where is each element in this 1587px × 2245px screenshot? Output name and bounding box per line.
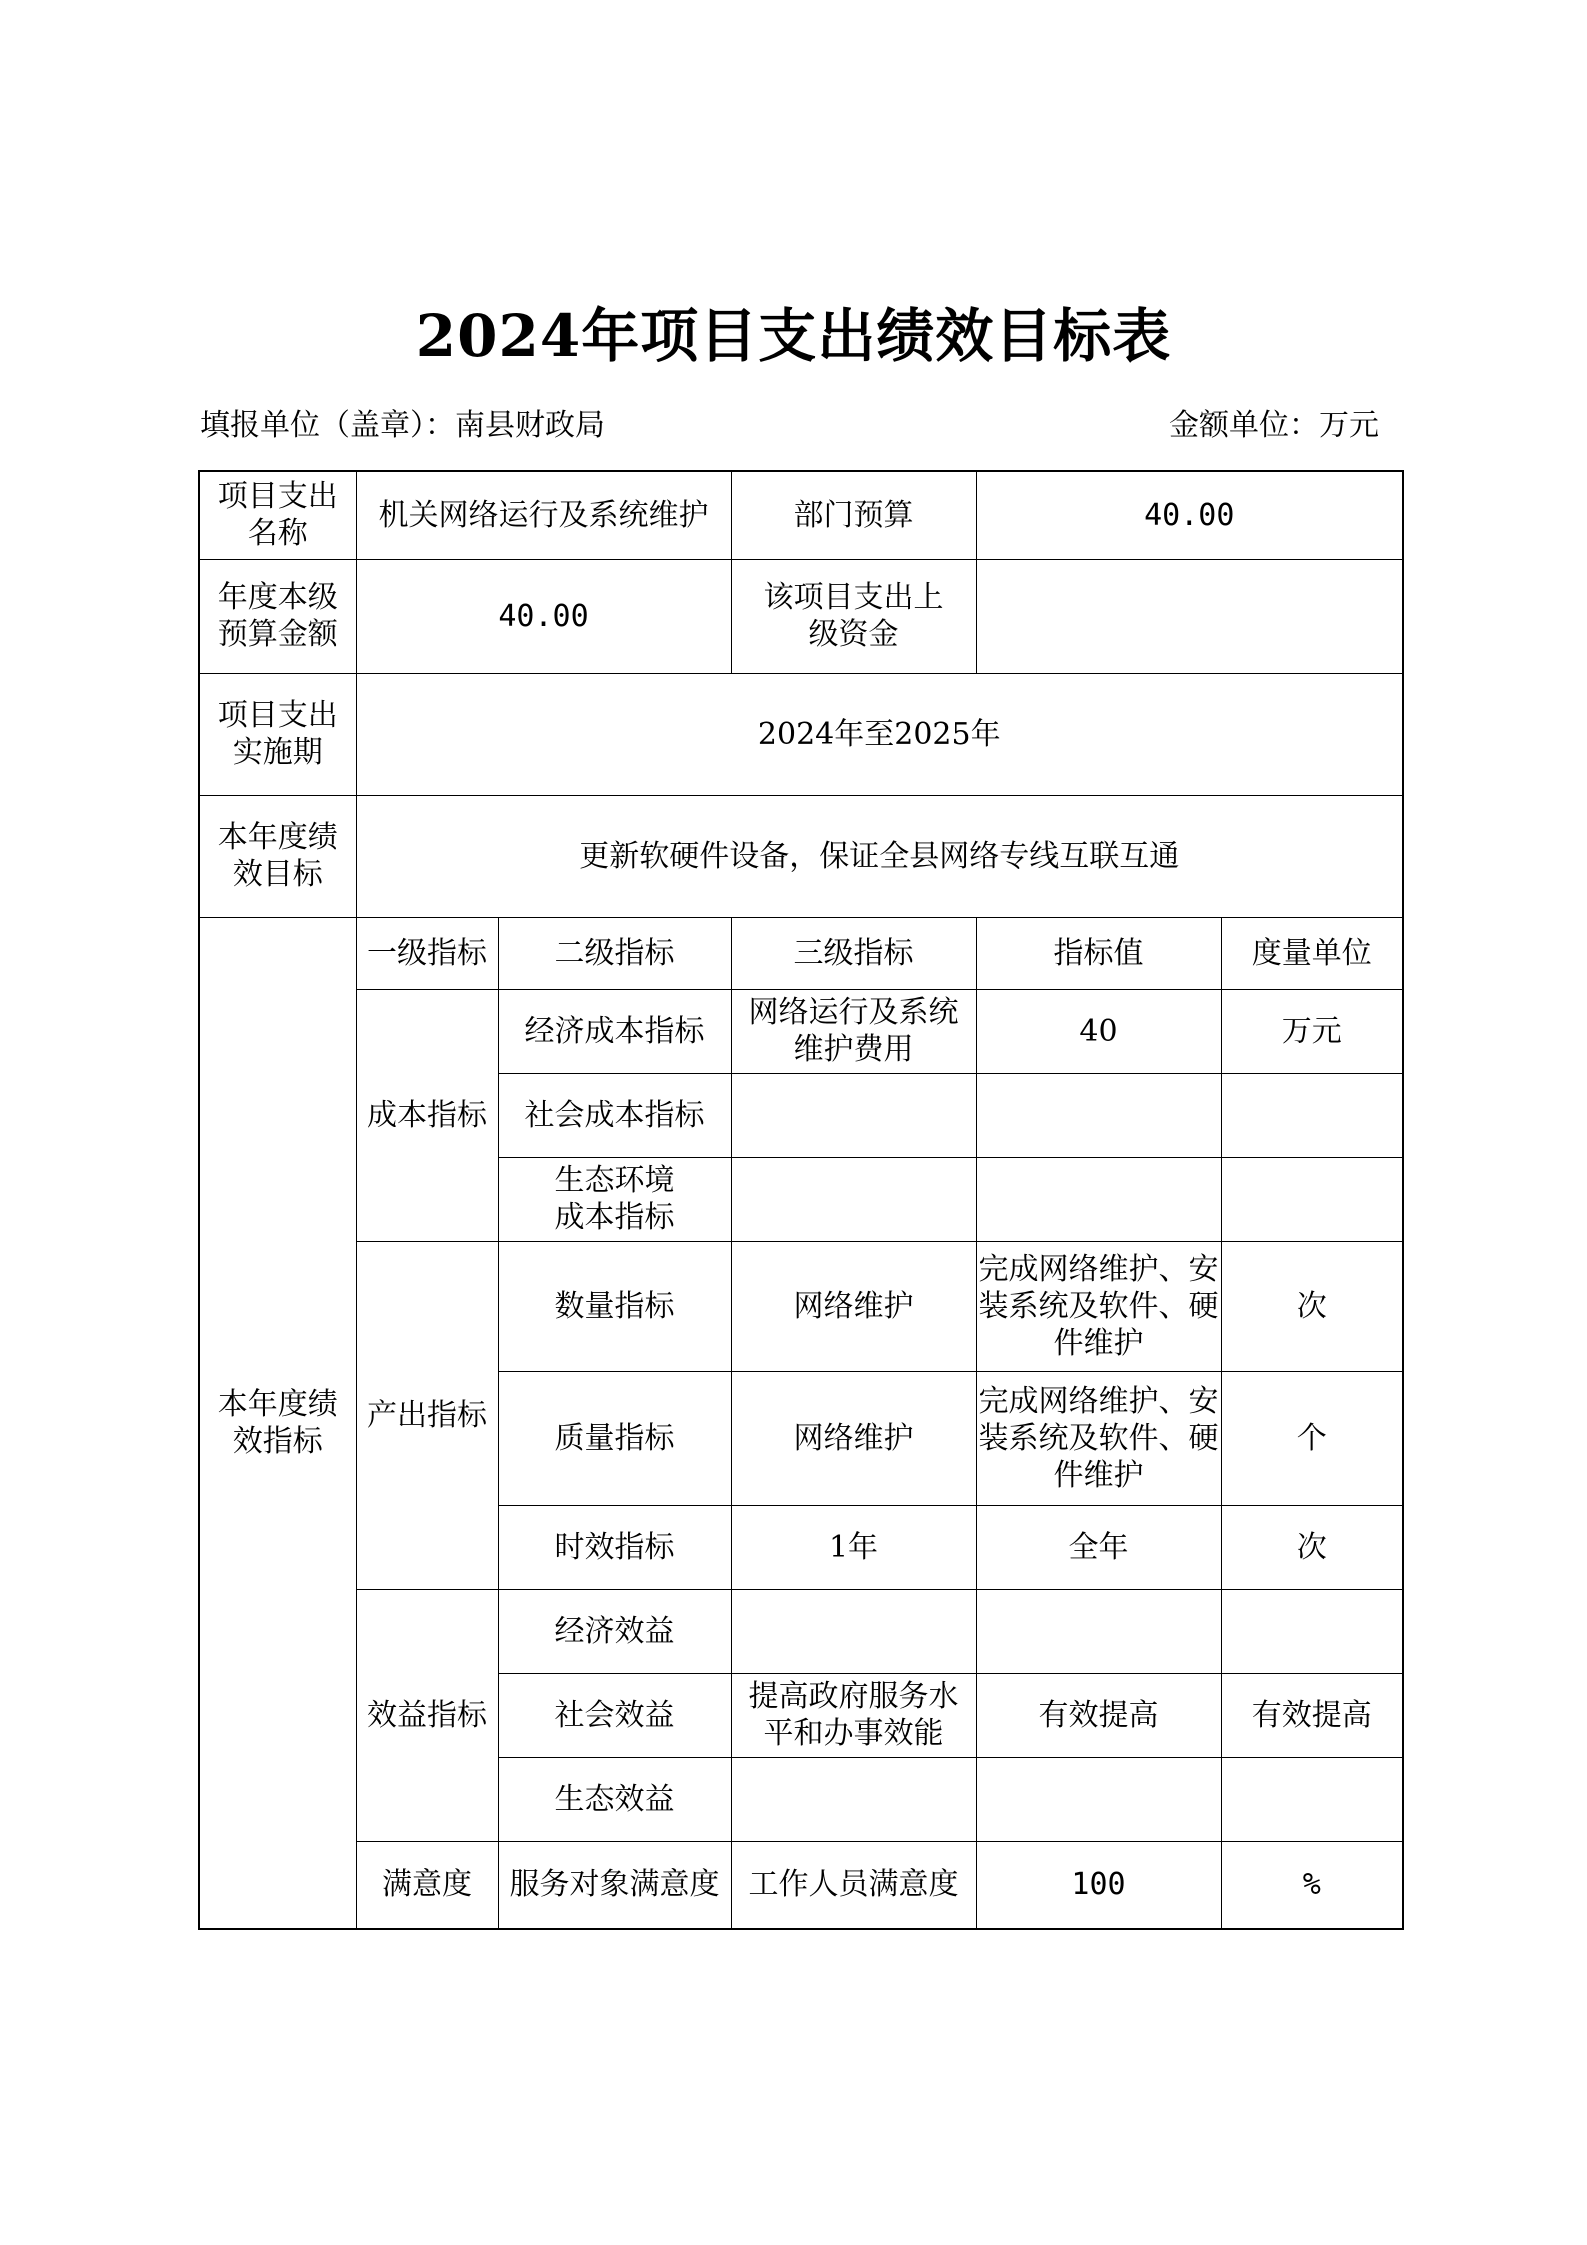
column-header: 度量单位 [1221,917,1403,989]
indicator-value: 100 [976,1841,1221,1929]
indicator-unit [1221,1757,1403,1841]
level2-indicator: 生态环境成本指标 [498,1157,731,1241]
level3-indicator: 网络运行及系统维护费用 [731,989,976,1073]
performance-table [198,470,1404,1930]
indicator-value [976,1073,1221,1157]
level2-indicator: 生态效益 [498,1757,731,1841]
level3-indicator [731,1073,976,1157]
project-name-label: 项目支出名称 [199,471,356,559]
level1-indicator: 成本指标 [356,989,498,1241]
indicator-value [976,1157,1221,1241]
level2-indicator: 数量指标 [498,1241,731,1371]
level3-indicator: 网络维护 [731,1241,976,1371]
level2-indicator: 社会效益 [498,1673,731,1757]
superior-funds-label: 该项目支出上级资金 [731,559,976,673]
amount-unit: 金额单位：万元 [1169,408,1379,443]
level2-indicator: 质量指标 [498,1371,731,1505]
indicator-unit [1221,1157,1403,1241]
indicator-unit: 万元 [1221,989,1403,1073]
indicator-value [976,1757,1221,1841]
indicator-value: 完成网络维护、安装系统及软件、硬件维护 [976,1241,1221,1371]
column-header: 一级指标 [356,917,498,989]
level2-indicator: 社会成本指标 [498,1073,731,1157]
annual-goal-label: 本年度绩效目标 [199,795,356,917]
period-label: 项目支出实施期 [199,673,356,795]
level3-indicator [731,1157,976,1241]
indicator-unit: 次 [1221,1241,1403,1371]
superior-funds-value [976,559,1403,673]
level2-indicator: 服务对象满意度 [498,1841,731,1929]
period-value: 2024年至2025年 [356,673,1403,795]
annual-budget-label: 年度本级预算金额 [199,559,356,673]
level1-indicator: 产出指标 [356,1241,498,1589]
level3-indicator [731,1757,976,1841]
dept-budget-label: 部门预算 [731,471,976,559]
level3-indicator: 网络维护 [731,1371,976,1505]
indicator-unit: % [1221,1841,1403,1929]
indicator-value: 40 [976,989,1221,1073]
level3-indicator: 提高政府服务水平和办事效能 [731,1673,976,1757]
level3-indicator [731,1589,976,1673]
indicator-unit: 个 [1221,1371,1403,1505]
annual-goal-value: 更新软硬件设备，保证全县网络专线互联互通 [356,795,1403,917]
annual-budget-value: 40.00 [356,559,731,673]
level2-indicator: 经济效益 [498,1589,731,1673]
indicator-unit: 有效提高 [1221,1673,1403,1757]
indicator-unit [1221,1073,1403,1157]
reporting-unit: 填报单位（盖章）：南县财政局 [200,408,605,443]
column-header: 三级指标 [731,917,976,989]
level3-indicator: 工作人员满意度 [731,1841,976,1929]
level2-indicator: 时效指标 [498,1505,731,1589]
page-title: 2024年项目支出绩效目标表 [415,302,1172,370]
indicator-unit: 次 [1221,1505,1403,1589]
dept-budget-value: 40.00 [976,471,1403,559]
project-name: 机关网络运行及系统维护 [356,471,731,559]
indicator-unit [1221,1589,1403,1673]
column-header: 二级指标 [498,917,731,989]
indicator-value: 完成网络维护、安装系统及软件、硬件维护 [976,1371,1221,1505]
level1-indicator: 效益指标 [356,1589,498,1841]
level1-indicator: 满意度 [356,1841,498,1929]
indicator-section-label: 本年度绩效指标 [199,917,356,1929]
indicator-value: 全年 [976,1505,1221,1589]
level3-indicator: 1年 [731,1505,976,1589]
column-header: 指标值 [976,917,1221,989]
level2-indicator: 经济成本指标 [498,989,731,1073]
indicator-value: 有效提高 [976,1673,1221,1757]
indicator-value [976,1589,1221,1673]
